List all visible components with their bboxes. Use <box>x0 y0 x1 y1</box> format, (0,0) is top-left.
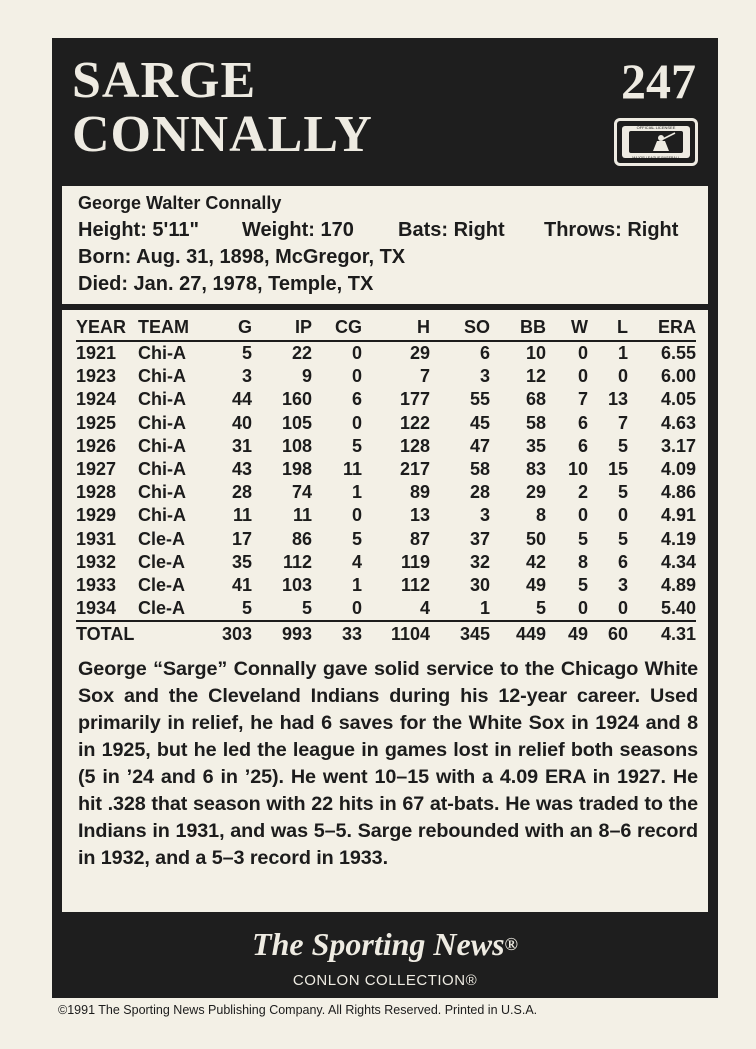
stat-cell-team: Chi-A <box>138 343 186 364</box>
stat-cell-bb: 50 <box>525 528 546 549</box>
stat-cell-bb: 35 <box>525 435 546 456</box>
stat-cell-ip: 103 <box>281 574 312 595</box>
stat-cell-bb: 29 <box>525 482 546 503</box>
stat-cell-team: Cle-A <box>138 574 186 595</box>
stat-cell-so: 37 <box>469 528 490 549</box>
stat-cell-h: 122 <box>399 412 430 433</box>
stat-cell-year: 1934 <box>76 598 117 619</box>
stat-cell-ip: 86 <box>291 528 312 549</box>
stat-cell-bb: 5 <box>535 598 546 619</box>
stat-cell-so: 45 <box>469 412 490 433</box>
stat-cell-so: 30 <box>469 574 490 595</box>
stat-cell-l: 0 <box>617 366 628 387</box>
stat-cell-ip: 108 <box>281 435 312 456</box>
throws: Throws: Right <box>544 219 679 241</box>
stat-cell-g: 17 <box>231 528 252 549</box>
col-header-l: L <box>588 314 628 341</box>
stat-cell-l: 5 <box>617 435 628 456</box>
stat-cell-so: 58 <box>469 459 490 480</box>
stat-cell-h: 112 <box>400 574 430 595</box>
stat-cell-bb: 12 <box>525 366 546 387</box>
stat-cell-l: 13 <box>607 389 628 410</box>
stat-cell-so: 47 <box>469 435 490 456</box>
stat-cell-team: Cle-A <box>138 528 186 549</box>
table-row <box>76 481 696 504</box>
stat-cell-g: 3 <box>241 366 252 387</box>
stat-cell-h: 13 <box>409 505 430 526</box>
bats: Bats: Right <box>398 219 505 241</box>
stat-cell-w: 0 <box>577 366 588 387</box>
stat-cell-ip: 198 <box>281 459 312 480</box>
total-cell: 449 <box>490 621 546 646</box>
stat-cell-so: 3 <box>479 366 490 387</box>
stat-cell-era: 4.09 <box>660 459 696 480</box>
stat-cell-so: 32 <box>469 551 490 572</box>
stat-cell-h: 217 <box>399 459 430 480</box>
stat-cell-w: 0 <box>577 505 588 526</box>
col-header-cg: CG <box>312 314 362 341</box>
total-cell <box>138 621 200 646</box>
stat-cell-era: 3.17 <box>660 435 696 456</box>
brand-name: The Sporting News <box>252 926 505 962</box>
stats-header-row <box>76 314 696 341</box>
stat-cell-year: 1921 <box>76 343 117 364</box>
career-summary: George “Sarge” Connally gave solid service to the Chicago White Sox and the Cleveland Indians during his 12-year career. Used primarily in relief, he had 6 saves for the White Sox in 1924 and 8 in 1925, but he led the league in games lost in relief both seasons (5 in ’24 and 6 in ’25). He went 10–15 with a 4.09 ERA in 1927. He hit .328 that season with 22 hits in 67 at-bats. He was traded to the Indians in 1931, and was 5–5. Sarge rebounded with an 8–6 record in 1932, and a 5–3 record in 1933. <box>62 650 708 912</box>
table-row <box>76 388 696 411</box>
stat-cell-h: 119 <box>400 551 430 572</box>
stat-cell-team: Chi-A <box>138 366 186 387</box>
stat-cell-g: 44 <box>231 389 252 410</box>
stat-cell-w: 5 <box>577 528 588 549</box>
stat-cell-h: 89 <box>409 482 430 503</box>
total-cell: 345 <box>430 621 490 646</box>
stat-cell-year: 1927 <box>76 459 117 480</box>
stat-cell-year: 1926 <box>76 435 117 456</box>
stat-cell-cg: 11 <box>342 459 362 480</box>
stat-cell-team: Chi-A <box>138 482 186 503</box>
stat-cell-so: 55 <box>469 389 490 410</box>
stat-cell-era: 4.89 <box>660 574 696 595</box>
stat-cell-w: 10 <box>567 459 588 480</box>
mlb-batter-silhouette <box>617 121 695 163</box>
stat-cell-ip: 112 <box>282 551 312 572</box>
collection-name: CONLON COLLECTION <box>292 972 466 989</box>
table-row <box>76 412 696 435</box>
stat-cell-bb: 58 <box>525 412 546 433</box>
table-row <box>76 528 696 551</box>
total-cell: 49 <box>546 621 588 646</box>
copyright-line: ©1991 The Sporting News Publishing Company. All Rights Reserved. Printed in U.S.A. <box>58 1003 538 1017</box>
stat-cell-cg: 5 <box>351 528 362 549</box>
stat-cell-l: 3 <box>617 574 628 595</box>
stat-cell-era: 4.91 <box>660 505 696 526</box>
stat-cell-ip: 5 <box>301 598 312 619</box>
stat-cell-bb: 42 <box>525 551 546 572</box>
sporting-news-logo <box>52 926 718 962</box>
stat-cell-year: 1931 <box>76 528 117 549</box>
logo-top-text: OFFICIAL LICENSEE <box>636 125 676 130</box>
stat-cell-era: 4.63 <box>660 412 696 433</box>
born: Born: Aug. 31, 1898, McGregor, TX <box>78 246 406 268</box>
stat-cell-team: Chi-A <box>138 505 186 526</box>
table-row <box>76 551 696 574</box>
stat-cell-h: 4 <box>419 598 430 619</box>
stat-cell-ip: 22 <box>291 343 312 364</box>
stat-cell-bb: 68 <box>525 389 546 410</box>
stat-cell-g: 31 <box>231 435 252 456</box>
stat-cell-so: 3 <box>479 505 490 526</box>
table-row <box>76 341 696 365</box>
stat-cell-era: 4.19 <box>660 528 696 549</box>
table-row <box>76 597 696 621</box>
total-cell: 1104 <box>362 621 430 646</box>
stat-cell-g: 40 <box>231 412 252 433</box>
stat-cell-l: 1 <box>617 343 628 364</box>
stat-cell-w: 6 <box>577 435 588 456</box>
stat-cell-w: 0 <box>577 343 588 364</box>
stat-cell-h: 29 <box>409 343 430 364</box>
stat-cell-l: 6 <box>617 551 628 572</box>
stat-cell-cg: 0 <box>351 412 362 433</box>
stat-cell-era: 4.05 <box>660 389 696 410</box>
stat-cell-team: Chi-A <box>138 412 186 433</box>
col-header-year: YEAR <box>76 314 138 341</box>
stat-cell-team: Chi-A <box>138 435 186 456</box>
stat-cell-g: 41 <box>231 574 252 595</box>
stat-cell-cg: 1 <box>351 574 362 595</box>
stat-cell-l: 7 <box>617 412 628 433</box>
stat-cell-era: 6.00 <box>660 366 696 387</box>
stat-cell-era: 5.40 <box>660 598 696 619</box>
stat-cell-ip: 105 <box>281 412 312 433</box>
total-cell: 303 <box>200 621 252 646</box>
stat-cell-cg: 6 <box>351 389 362 410</box>
stat-cell-g: 43 <box>231 459 252 480</box>
stat-cell-year: 1928 <box>76 482 117 503</box>
stat-cell-h: 128 <box>399 435 430 456</box>
stat-cell-g: 5 <box>241 343 252 364</box>
stat-cell-bb: 8 <box>535 505 546 526</box>
col-header-team: TEAM <box>138 314 200 341</box>
col-header-so: SO <box>430 314 490 341</box>
stat-cell-g: 28 <box>231 482 252 503</box>
stat-cell-w: 8 <box>577 551 588 572</box>
stats-table <box>76 314 696 646</box>
card-back <box>52 38 718 998</box>
stat-cell-year: 1932 <box>76 551 117 572</box>
stat-cell-ip: 11 <box>292 505 312 526</box>
stat-cell-w: 0 <box>577 598 588 619</box>
stat-cell-era: 4.86 <box>660 482 696 503</box>
table-row <box>76 574 696 597</box>
stat-cell-so: 28 <box>469 482 490 503</box>
stat-cell-cg: 0 <box>351 598 362 619</box>
col-header-ip: IP <box>252 314 312 341</box>
stat-cell-w: 7 <box>577 389 588 410</box>
col-header-era: ERA <box>628 314 696 341</box>
col-header-h: H <box>362 314 430 341</box>
stat-cell-cg: 1 <box>351 482 362 503</box>
table-row <box>76 435 696 458</box>
stat-cell-g: 11 <box>232 505 252 526</box>
player-name <box>72 54 373 162</box>
stat-cell-h: 177 <box>399 389 430 410</box>
stat-cell-l: 0 <box>617 505 628 526</box>
stat-cell-bb: 10 <box>525 343 546 364</box>
stat-cell-g: 5 <box>241 598 252 619</box>
stat-cell-cg: 0 <box>351 505 362 526</box>
player-last-name: CONNALLY <box>72 106 373 163</box>
logo-bottom-text: MAJOR LEAGUE BASEBALL <box>632 156 680 160</box>
stat-cell-cg: 0 <box>351 343 362 364</box>
stats-panel <box>62 310 708 650</box>
total-cell: 33 <box>312 621 362 646</box>
stat-cell-l: 0 <box>617 598 628 619</box>
table-row <box>76 504 696 527</box>
stat-cell-w: 6 <box>577 412 588 433</box>
stat-cell-l: 15 <box>607 459 628 480</box>
stat-cell-ip: 74 <box>291 482 312 503</box>
total-cell: 993 <box>252 621 312 646</box>
bio-panel <box>62 186 708 304</box>
stat-cell-cg: 4 <box>351 551 362 572</box>
table-row <box>76 365 696 388</box>
height: Height: 5'11" <box>78 219 199 241</box>
stat-cell-l: 5 <box>617 528 628 549</box>
stat-cell-bb: 49 <box>525 574 546 595</box>
stat-cell-year: 1924 <box>76 389 117 410</box>
stat-cell-year: 1933 <box>76 574 117 595</box>
brand-registered-mark: ® <box>504 934 518 954</box>
weight: Weight: 170 <box>242 219 354 241</box>
stat-cell-w: 2 <box>577 482 588 503</box>
stat-cell-h: 7 <box>419 366 430 387</box>
stat-cell-team: Chi-A <box>138 459 186 480</box>
stat-cell-team: Chi-A <box>138 389 186 410</box>
stat-cell-year: 1923 <box>76 366 117 387</box>
stat-cell-ip: 160 <box>281 389 312 410</box>
full-name: George Walter Connally <box>78 193 282 213</box>
total-row <box>76 621 696 646</box>
player-first-name: SARGE <box>72 52 257 109</box>
stat-cell-team: Cle-A <box>138 551 186 572</box>
conlon-collection <box>52 972 718 990</box>
collection-registered-mark: ® <box>465 972 478 989</box>
col-header-bb: BB <box>490 314 546 341</box>
total-cell: 4.31 <box>628 621 696 646</box>
stat-cell-bb: 83 <box>525 459 546 480</box>
stat-cell-h: 87 <box>409 528 430 549</box>
stat-cell-so: 6 <box>479 343 490 364</box>
stat-cell-l: 5 <box>617 482 628 503</box>
total-cell: 60 <box>588 621 628 646</box>
stat-cell-era: 6.55 <box>660 343 696 364</box>
table-row <box>76 458 696 481</box>
mlb-logo-icon <box>614 118 698 166</box>
died: Died: Jan. 27, 1978, Temple, TX <box>78 273 374 295</box>
card-number: 247 <box>621 53 696 109</box>
stat-cell-g: 35 <box>231 551 252 572</box>
stat-cell-era: 4.34 <box>660 551 696 572</box>
col-header-w: W <box>546 314 588 341</box>
stat-cell-so: 1 <box>479 598 490 619</box>
stat-cell-year: 1929 <box>76 505 117 526</box>
stat-cell-cg: 5 <box>351 435 362 456</box>
col-header-g: G <box>200 314 252 341</box>
stat-cell-ip: 9 <box>301 366 312 387</box>
stat-cell-team: Cle-A <box>138 598 186 619</box>
stat-cell-year: 1925 <box>76 412 117 433</box>
total-cell: TOTAL <box>76 621 138 646</box>
stat-cell-w: 5 <box>577 574 588 595</box>
stat-cell-cg: 0 <box>351 366 362 387</box>
